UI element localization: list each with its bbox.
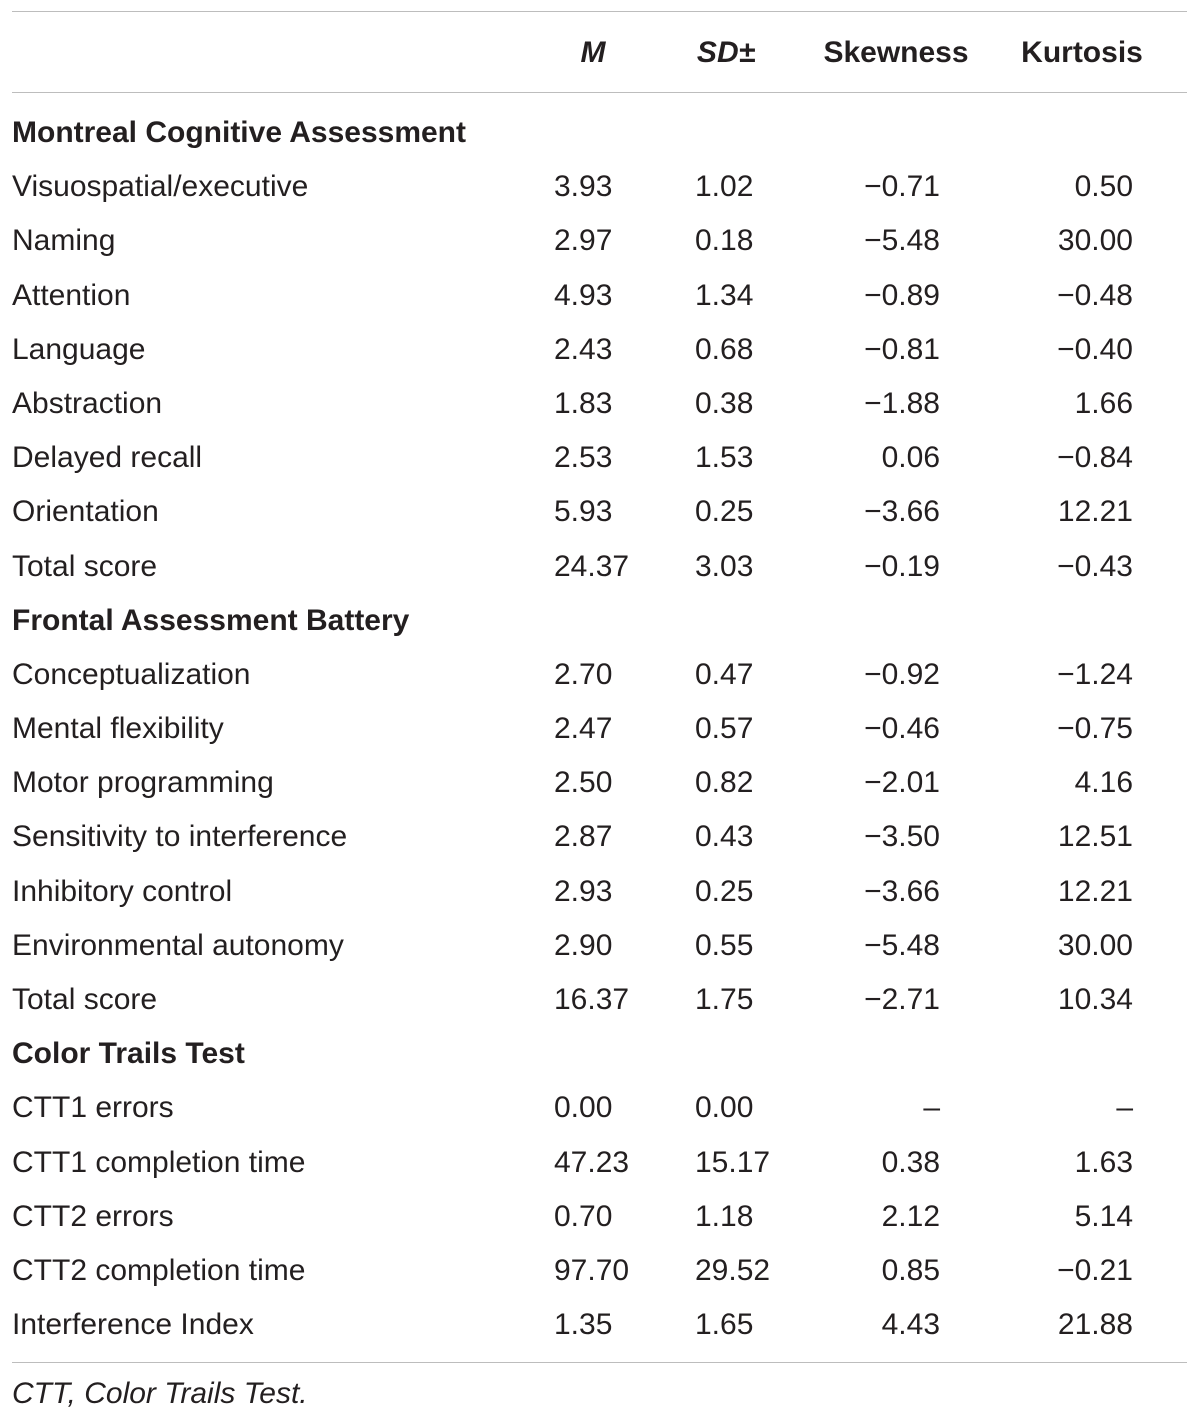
cell-m: 16.37: [554, 983, 630, 1016]
row-label: Environmental autonomy: [12, 928, 344, 962]
table-row: [0, 756, 1200, 810]
row-label: CTT1 completion time: [12, 1145, 306, 1179]
row-label: Mental flexibility: [12, 712, 224, 746]
table-row: [0, 377, 1200, 431]
row-label: Delayed recall: [12, 441, 203, 475]
cell-m: 3.93: [554, 170, 613, 204]
cell-sd: 0.18: [695, 224, 754, 258]
cell-kurtosis: 30.00: [1057, 224, 1133, 258]
section-header-row: [0, 1027, 1200, 1081]
cell-sd: 0.00: [695, 1091, 754, 1125]
cell-sd: 0.82: [695, 766, 754, 800]
cell-skewness: −0.89: [864, 278, 940, 312]
section-title: Montreal Cognitive Assessment: [12, 116, 466, 149]
cell-skewness: 4.43: [881, 1308, 940, 1342]
cell-m: 24.37: [554, 549, 630, 583]
row-label: Language: [12, 332, 146, 366]
cell-sd: 0.68: [695, 332, 754, 366]
table-row: [0, 648, 1200, 702]
cell-m: 2.47: [554, 712, 613, 746]
row-label: Naming: [12, 224, 116, 258]
cell-sd: 1.65: [695, 1308, 754, 1342]
cell-sd: 1.02: [695, 170, 754, 204]
cell-skewness: −1.88: [864, 386, 940, 420]
table-row: [0, 919, 1200, 973]
cell-kurtosis: –: [1116, 1091, 1133, 1125]
cell-sd: 0.43: [695, 820, 754, 854]
cell-sd: 29.52: [695, 1253, 771, 1287]
cell-skewness: −0.81: [864, 332, 940, 366]
cell-sd: 0.25: [695, 874, 754, 908]
table-row: [0, 431, 1200, 485]
cell-skewness: −0.92: [864, 657, 940, 691]
column-header-sd: [697, 36, 755, 70]
cell-skewness: −5.48: [864, 224, 940, 258]
top-rule: [12, 11, 1187, 12]
cell-m: 2.53: [554, 441, 613, 475]
table-row: [0, 160, 1200, 214]
table-row: [0, 810, 1200, 864]
cell-sd: 3.03: [695, 549, 754, 583]
cell-skewness: −2.01: [864, 766, 940, 800]
table-row: [0, 1136, 1200, 1190]
column-header-kurtosis: Kurtosis: [1021, 36, 1143, 69]
cell-sd: 0.55: [695, 928, 754, 962]
column-header-m: M: [580, 36, 606, 69]
row-label: CTT2 completion time: [12, 1253, 306, 1287]
table-row: [0, 1298, 1200, 1352]
table-row: [0, 214, 1200, 268]
cell-skewness: −5.48: [864, 928, 940, 962]
table-row: [0, 1244, 1200, 1298]
cell-kurtosis: 12.21: [1057, 874, 1133, 908]
cell-kurtosis: −0.21: [1057, 1253, 1133, 1287]
table-row: [0, 1081, 1200, 1135]
cell-m: 2.87: [554, 820, 613, 854]
cell-m: 2.50: [554, 766, 613, 800]
table-row: [0, 973, 1200, 1027]
cell-kurtosis: 1.63: [1074, 1145, 1133, 1179]
table-row: [0, 323, 1200, 377]
cell-skewness: −0.46: [864, 712, 940, 746]
row-label: Sensitivity to interference: [12, 820, 348, 854]
cell-sd: 1.34: [695, 278, 754, 312]
table-row: [0, 269, 1200, 323]
cell-kurtosis: −1.24: [1057, 657, 1133, 691]
cell-skewness: −2.71: [864, 983, 940, 1016]
table-row: [0, 540, 1200, 594]
row-label: Abstraction: [12, 386, 163, 420]
cell-skewness: −0.19: [864, 549, 940, 583]
row-label: Inhibitory control: [12, 874, 233, 908]
cell-m: 2.97: [554, 224, 613, 258]
cell-m: 2.93: [554, 874, 613, 908]
cell-m: 2.43: [554, 332, 613, 366]
cell-m: 4.93: [554, 278, 613, 312]
column-header-sd-text: SD±: [696, 36, 756, 69]
cell-sd: 0.25: [695, 495, 754, 529]
cell-skewness: 0.38: [881, 1145, 940, 1179]
cell-kurtosis: −0.84: [1057, 441, 1133, 475]
cell-m: 47.23: [554, 1145, 630, 1179]
row-label: Total score: [12, 549, 158, 583]
cell-skewness: 0.06: [881, 441, 940, 475]
cell-sd: 0.47: [695, 657, 754, 691]
bottom-rule: [12, 1362, 1187, 1363]
cell-kurtosis: 1.66: [1074, 386, 1133, 420]
table-footnote: CTT, Color Trails Test.: [12, 1377, 308, 1410]
cell-sd: 0.38: [695, 386, 754, 420]
cell-kurtosis: 10.34: [1057, 983, 1133, 1016]
cell-m: 2.90: [554, 928, 613, 962]
cell-sd: 15.17: [695, 1145, 771, 1179]
row-label: Total score: [12, 983, 158, 1016]
table-header: [0, 22, 1200, 84]
cell-sd: 1.53: [695, 441, 754, 475]
row-label: Visuospatial/executive: [12, 170, 309, 204]
cell-m: 97.70: [554, 1253, 630, 1287]
section-header-row: [0, 594, 1200, 648]
cell-m: 1.35: [554, 1308, 613, 1342]
table-row: [0, 485, 1200, 539]
cell-kurtosis: −0.48: [1057, 278, 1133, 312]
table-body: [0, 106, 1200, 1352]
cell-sd: 0.57: [695, 712, 754, 746]
cell-skewness: −3.50: [864, 820, 940, 854]
cell-sd: 1.75: [695, 983, 754, 1016]
cell-skewness: −3.66: [864, 495, 940, 529]
row-label: Conceptualization: [12, 657, 251, 691]
cell-kurtosis: 21.88: [1057, 1308, 1133, 1342]
cell-kurtosis: 12.51: [1057, 820, 1133, 854]
cell-skewness: –: [923, 1091, 940, 1125]
cell-m: 0.00: [554, 1091, 613, 1125]
row-label: CTT2 errors: [12, 1199, 174, 1233]
row-label: Interference Index: [12, 1308, 254, 1342]
cell-skewness: −3.66: [864, 874, 940, 908]
cell-kurtosis: −0.40: [1057, 332, 1133, 366]
table-row: [0, 1190, 1200, 1244]
cell-sd: 1.18: [695, 1199, 754, 1233]
cell-kurtosis: 5.14: [1074, 1199, 1133, 1233]
row-label: Orientation: [12, 495, 159, 529]
cell-m: 2.70: [554, 657, 613, 691]
section-title: Frontal Assessment Battery: [12, 603, 410, 637]
section-header-row: [0, 106, 1200, 160]
cell-kurtosis: −0.43: [1057, 549, 1133, 583]
cell-kurtosis: 12.21: [1057, 495, 1133, 529]
cell-skewness: 0.85: [881, 1253, 940, 1287]
cell-kurtosis: 30.00: [1057, 928, 1133, 962]
cell-m: 1.83: [554, 386, 613, 420]
cell-kurtosis: 4.16: [1074, 766, 1133, 800]
row-label: Motor programming: [12, 766, 274, 800]
cell-m: 5.93: [554, 495, 613, 529]
cell-skewness: 2.12: [881, 1199, 940, 1233]
cell-kurtosis: −0.75: [1057, 712, 1133, 746]
header-rule: [12, 92, 1187, 93]
table-row: [0, 865, 1200, 919]
column-header-skewness: Skewness: [823, 36, 969, 69]
row-label: Attention: [12, 278, 131, 312]
cell-skewness: −0.71: [864, 170, 940, 204]
cell-m: 0.70: [554, 1199, 613, 1233]
cell-kurtosis: 0.50: [1074, 170, 1133, 204]
table-row: [0, 702, 1200, 756]
row-label: CTT1 errors: [12, 1091, 174, 1125]
section-title: Color Trails Test: [12, 1037, 245, 1071]
